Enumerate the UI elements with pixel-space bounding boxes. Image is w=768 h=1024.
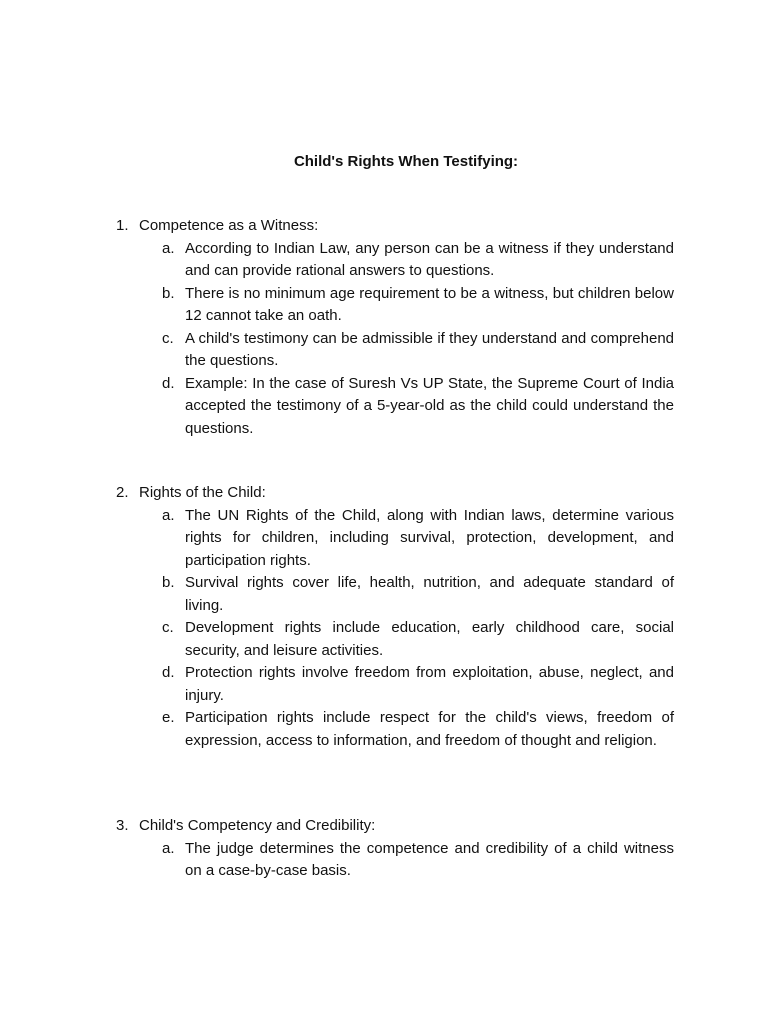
list-item-text: Participation rights include respect for the child's views, freedom of expression, access to information, and freedom of thought and religion. bbox=[185, 709, 674, 749]
section-competency-and-credibility bbox=[116, 815, 674, 883]
list-item-letter: a. bbox=[162, 839, 175, 857]
list-item-letter: a. bbox=[162, 239, 175, 257]
section-item-list bbox=[116, 238, 674, 441]
list-item bbox=[116, 238, 674, 283]
section-number: 3. bbox=[116, 817, 129, 834]
section-item-list bbox=[116, 838, 674, 883]
section-rights-of-child bbox=[116, 482, 674, 752]
list-item bbox=[116, 838, 674, 883]
list-item-text: A child's testimony can be admissible if they understand and comprehend the questions. bbox=[185, 329, 674, 369]
list-item bbox=[116, 707, 674, 752]
list-item-letter: d. bbox=[162, 374, 175, 392]
list-item bbox=[116, 662, 674, 707]
list-item bbox=[116, 373, 674, 441]
list-item-text: The UN Rights of the Child, along with Indian laws, determine various rights for children, including survival, protection, development, and participation rights. bbox=[185, 506, 674, 569]
list-item-text: Example: In the case of Suresh Vs UP State, the Supreme Court of India accepted the testimony of a 5-year-old as the child could understand the questions. bbox=[185, 374, 674, 437]
list-item bbox=[116, 505, 674, 573]
list-item-letter: a. bbox=[162, 506, 175, 524]
section-heading-text: Rights of the Child: bbox=[139, 484, 266, 501]
section-heading bbox=[116, 815, 674, 838]
list-item-text: The judge determines the competence and credibility of a child witness on a case-by-case basis. bbox=[185, 839, 674, 879]
section-heading-text: Competence as a Witness: bbox=[139, 217, 319, 234]
list-item-letter: b. bbox=[162, 574, 175, 591]
section-competence-as-witness bbox=[116, 215, 674, 440]
list-item bbox=[116, 283, 674, 328]
list-item-letter: c. bbox=[162, 619, 174, 636]
list-item-letter: c. bbox=[162, 329, 174, 347]
section-item-list bbox=[116, 505, 674, 753]
list-item-text: Survival rights cover life, health, nutrition, and adequate standard of living. bbox=[185, 574, 674, 614]
list-item-letter: b. bbox=[162, 284, 175, 302]
list-item-letter: e. bbox=[162, 709, 175, 726]
section-number: 1. bbox=[116, 217, 129, 234]
document-title: Child's Rights When Testifying: bbox=[293, 153, 519, 170]
list-item-text: According to Indian Law, any person can be a witness if they understand and can provide rational answers to questions. bbox=[185, 239, 674, 279]
list-item bbox=[116, 328, 674, 373]
section-heading-text: Child's Competency and Credibility: bbox=[139, 817, 376, 834]
list-item-text: Protection rights involve freedom from exploitation, abuse, neglect, and injury. bbox=[185, 664, 674, 704]
list-item-letter: d. bbox=[162, 664, 175, 681]
list-item-text: Development rights include education, early childhood care, social security, and leisure activities. bbox=[185, 619, 674, 659]
section-heading bbox=[116, 215, 674, 238]
section-heading bbox=[116, 482, 674, 505]
list-item bbox=[116, 572, 674, 617]
list-item bbox=[116, 617, 674, 662]
list-item-text: There is no minimum age requirement to be a witness, but children below 12 cannot take an oath. bbox=[185, 284, 674, 324]
section-number: 2. bbox=[116, 484, 129, 501]
